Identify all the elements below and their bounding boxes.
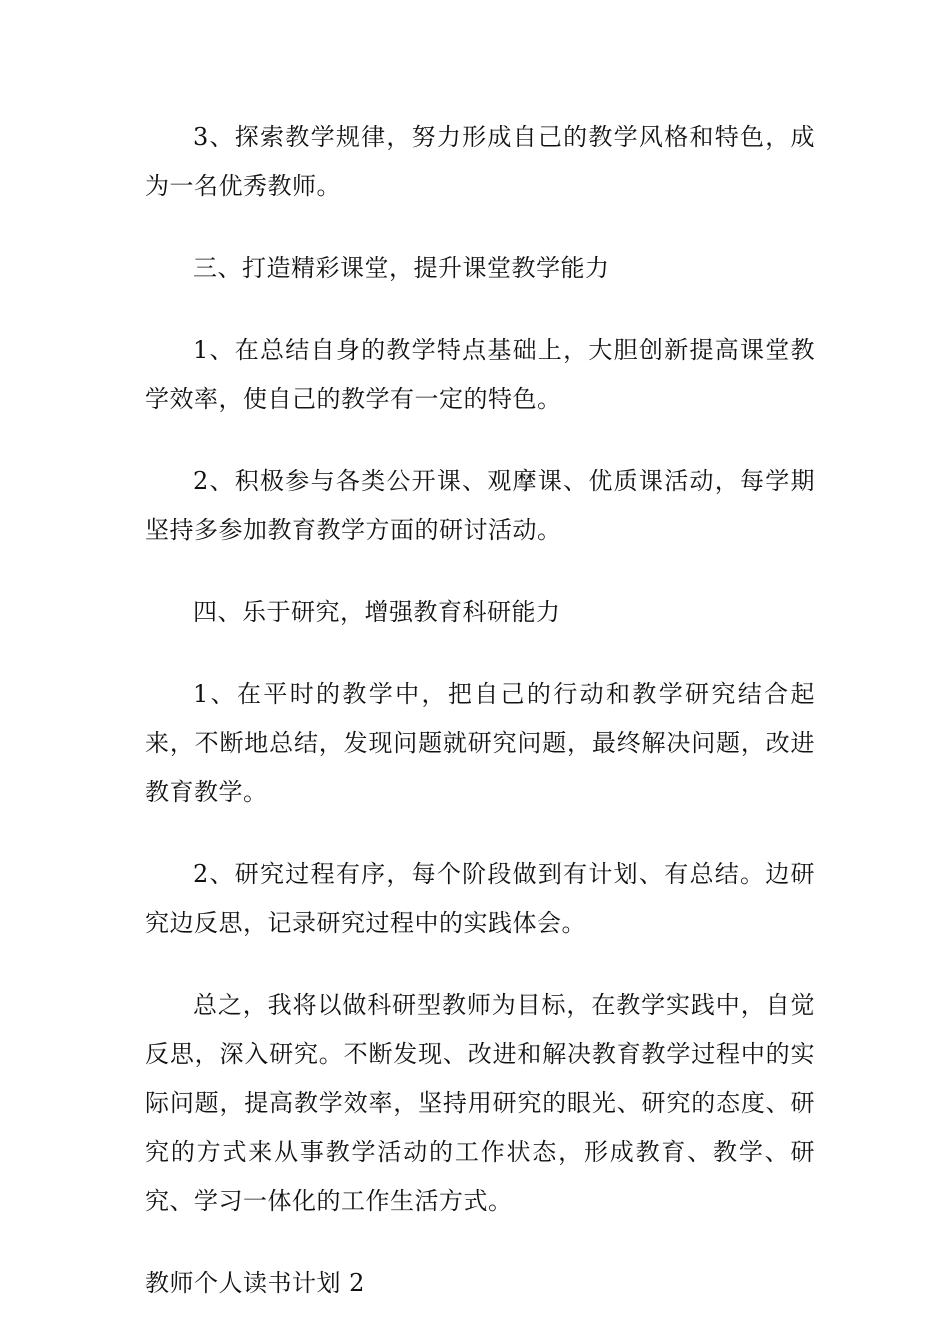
paragraph-goal-3: 3、探索教学规律，努力形成自己的教学风格和特色，成为一名优秀教师。	[145, 123, 815, 200]
paragraph-research-1: 1、在平时的教学中，把自己的行动和教学研究结合起来，不断地总结，发现问题就研究问题，最终解决问题，改进教育教学。	[145, 680, 815, 806]
paragraph-summary: 总之，我将以做科研型教师为目标，在教学实践中，自觉反思，深入研究。不断发现、改进和解决教育教学过程中的实际问题，提高教学效率，坚持用研究的眼光、研究的态度、研究的方式来从事教学活动的工作状态，形成教育、教学、研究、学习一体化的工作生活方式。	[145, 991, 815, 1215]
section-heading: 教师个人读书计划 2	[145, 1269, 365, 1297]
section-title-classroom: 三、打造精彩课堂，提升课堂教学能力	[193, 254, 610, 282]
paragraph-classroom-2: 2、积极参与各类公开课、观摩课、优质课活动，每学期坚持多参加教育教学方面的研讨活动。	[145, 467, 815, 544]
section-title-research: 四、乐于研究，增强教育科研能力	[193, 598, 561, 626]
document-body	[145, 113, 815, 1341]
paragraph-classroom-1: 1、在总结自身的教学特点基础上，大胆创新提高课堂教学效率，使自己的教学有一定的特色。	[145, 336, 815, 413]
paragraph-research-2: 2、研究过程有序，每个阶段做到有计划、有总结。边研究边反思，记录研究过程中的实践体会。	[145, 860, 815, 937]
